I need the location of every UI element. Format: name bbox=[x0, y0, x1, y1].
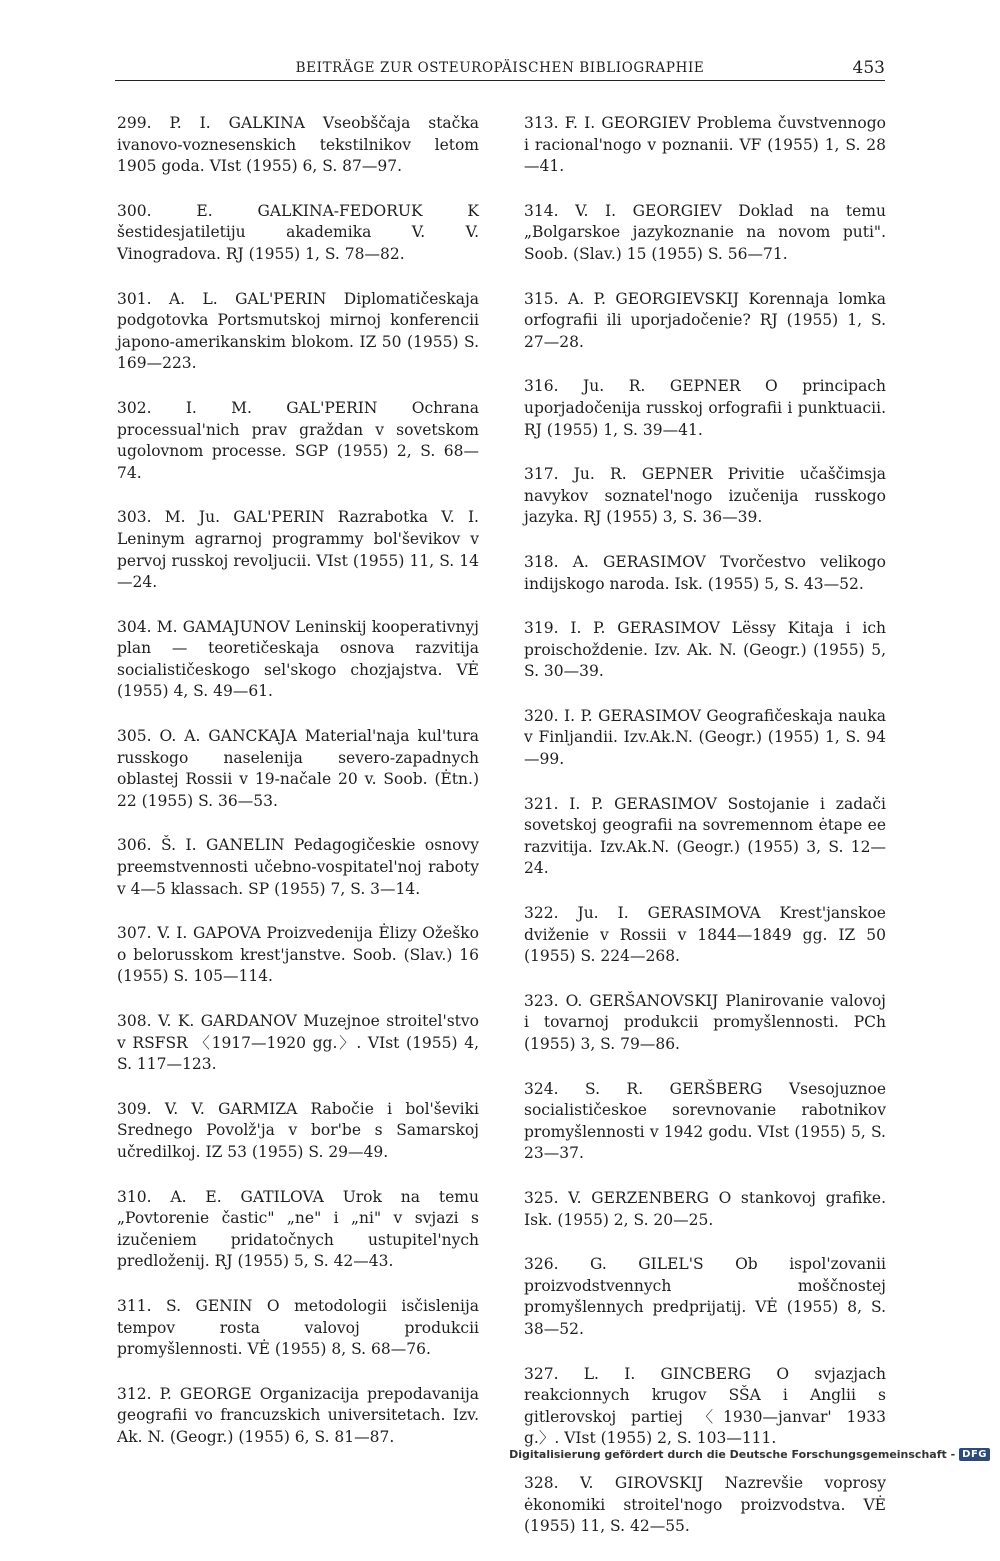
bibliography-entry bbox=[524, 618, 886, 683]
entry-text: V. V. GARMIZA Rabočie i bol'ševiki Srednego Povolž'ja v bor'be s Samarskoj učredilkoj. IZ 53 (1955) S. 29—49. bbox=[117, 1099, 479, 1161]
entry-text: S. GENIN O metodologii isčislenija tempov rosta valovoj produkcii promyšlennosti. VĖ (1955) 8, S. 68—76. bbox=[117, 1296, 479, 1359]
dfg-logo: DFG bbox=[959, 1448, 990, 1461]
left-column bbox=[117, 113, 479, 1472]
entry-text: G. GILEL'S Ob ispol'zovanii proizvodstvennych moščnostej promyšlennych predprijatij. VĖ (1955) 8, S. 38—52. bbox=[524, 1255, 886, 1338]
bibliography-entry bbox=[524, 1188, 886, 1231]
entry-number: 323. bbox=[524, 991, 559, 1010]
entry-number: 328. bbox=[524, 1473, 559, 1492]
entry-text: Ju. R. GEPNER O principach uporjadočenija russkoj orfografii i punktuacii. RJ (1955) 1, S. 39—41. bbox=[524, 377, 886, 439]
entry-number: 311. bbox=[117, 1296, 152, 1315]
bibliography-entry bbox=[524, 903, 886, 968]
digitization-credit bbox=[509, 1446, 990, 1462]
entry-number: 303. bbox=[117, 508, 152, 527]
entry-number: 312. bbox=[117, 1384, 152, 1403]
bibliography-entry bbox=[117, 1099, 479, 1164]
entry-text: F. I. GEORGIEV Problema čuvstvennogo i racional'nogo v poznanii. VF (1955) 1, S. 28—41. bbox=[524, 114, 886, 176]
bibliography-entry bbox=[524, 1079, 886, 1165]
entry-text: A. L. GAL'PERIN Diplomatičeskaja podgotovka Portsmutskoj mirnoj konferencii japono-amerikanskim blokom. IZ 50 (1955) S. 169—223. bbox=[117, 289, 480, 373]
bibliography-entry bbox=[117, 617, 479, 703]
bibliography-entry bbox=[117, 113, 479, 178]
entry-text: O. GERŠANOVSKIJ Planirovanie valovoj i tovarnoj produkcii promyšlennosti. PCh (1955) 3, S. 79—86. bbox=[524, 991, 886, 1053]
bibliography-entry bbox=[117, 289, 479, 375]
entry-text: I. P. GERASIMOV Sostojanie i zadači sovetskoj geografii na sovremennom ėtape ee razvitija. Izv.Ak.N. (Geogr.) (1955) 3, S. 12—24. bbox=[524, 794, 886, 878]
entry-number: 300. bbox=[117, 201, 152, 220]
bibliography-entry bbox=[117, 201, 479, 266]
bibliography-entry bbox=[524, 552, 886, 595]
bibliography-entry bbox=[524, 113, 886, 178]
bibliography-entry bbox=[117, 1011, 479, 1076]
entry-number: 305. bbox=[117, 727, 152, 746]
bibliography-entry bbox=[117, 507, 479, 593]
entry-number: 314. bbox=[524, 201, 559, 220]
entry-number: 310. bbox=[117, 1187, 152, 1206]
bibliography-entry bbox=[117, 398, 479, 484]
entry-text: I. M. GAL'PERIN Ochrana processual'nich prav graždan v sovetskom ugolovnom processe. SGP (1955) 2, S. 68—74. bbox=[117, 398, 479, 482]
entry-text: A. P. GEORGIEVSKIJ Korennaja lomka orfografii ili uporjadočenie? RJ (1955) 1, S. 27—28. bbox=[524, 289, 886, 351]
right-column bbox=[524, 113, 886, 1561]
entry-number: 321. bbox=[524, 794, 559, 813]
entry-text: Ju. R. GEPNER Privitie učaščimsja navykov soznatel'nogo izučenija russkogo jazyka. RJ (1955) 3, S. 36—39. bbox=[524, 465, 886, 527]
entry-number: 326. bbox=[524, 1255, 559, 1274]
entry-text: Š. I. GANELIN Pedagogičeskie osnovy preemstvennosti učebno-vospitatel'noj raboty v 4—5 klassach. SP (1955) 7, S. 3—14. bbox=[117, 836, 480, 898]
bibliography-entry bbox=[524, 991, 886, 1056]
entry-number: 307. bbox=[117, 924, 152, 943]
entry-number: 325. bbox=[524, 1188, 559, 1207]
entry-text: M. GAMAJUNOV Leninskij kooperativnyj plan — teoretičeskaja osnova razvitija socialističeskogo sel'skogo chozjajstva. VĖ (1955) 4, S. 49—61. bbox=[117, 617, 479, 701]
entry-text: Ju. I. GERASIMOVA Krest'janskoe dviženie v Rossii v 1844—1849 gg. IZ 50 (1955) S. 224—268. bbox=[524, 904, 886, 966]
bibliography-entry bbox=[524, 706, 886, 771]
entry-text: O. A. GANCKAJA Material'naja kul'tura russkogo naselenija severo-zapadnych oblastej Rossii v 19-načale 20 v. Soob. (Ėtn.) 22 (1955) S. 36—53. bbox=[117, 727, 480, 810]
bibliography-entry bbox=[524, 1473, 886, 1538]
bibliography-entry bbox=[524, 464, 886, 529]
entry-number: 313. bbox=[524, 114, 559, 132]
entry-text: I. P. GERASIMOV Geografičeskaja nauka v Finljandii. Izv.Ak.N. (Geogr.) (1955) 1, S. 94—99. bbox=[524, 706, 886, 769]
entry-text: M. Ju. GAL'PERIN Razrabotka V. I. Leninym agrarnoj programmy bol'ševikov v pervoj russkoj revoljucii. VIst (1955) 11, S. 14—24. bbox=[117, 508, 479, 592]
entry-number: 308. bbox=[117, 1012, 152, 1030]
page-number: 453 bbox=[852, 58, 885, 78]
entry-number: 316. bbox=[524, 377, 559, 396]
entry-text: V. I. GAPOVA Proizvedenija Ėlizy Ožeško o belorusskom krest'janstve. Soob. (Slav.) 16 (1955) S. 105—114. bbox=[117, 924, 479, 986]
entry-text: A. E. GATILOVA Urok na temu „Povtorenie častic" „ne" i „ni" v svjazi s izučeniem pridatočnych ustupitel'nych predloženij. RJ (1955) 5, S. 42—43. bbox=[117, 1187, 479, 1271]
entry-text: V. K. GARDANOV Muzejnoe stroitel'stvo v RSFSR 〈1917—1920 gg.〉. VIst (1955) 4, S. 117—123. bbox=[117, 1012, 479, 1074]
bibliography-entry bbox=[117, 1296, 479, 1361]
running-head: BEITRÄGE ZUR OSTEUROPÄISCHEN BIBLIOGRAPHIE bbox=[295, 60, 705, 76]
entry-number: 315. bbox=[524, 289, 559, 308]
entry-text: V. GIROVSKIJ Nazrevšie voprosy ėkonomiki stroitel'nogo proizvodstva. VĖ (1955) 11, S. 42—55. bbox=[524, 1473, 886, 1536]
entry-text: P. I. GALKINA Vseobščaja stačka ivanovo-voznesenskich tekstilnikov letom 1905 goda. VIst (1955) 6, S. 87—97. bbox=[117, 114, 479, 176]
entry-number: 304. bbox=[117, 617, 152, 636]
entry-number: 327. bbox=[524, 1364, 559, 1383]
entry-number: 302. bbox=[117, 398, 152, 417]
entry-text: E. GALKINA-FEDORUK K šestidesjatiletiju akademika V. V. Vinogradova. RJ (1955) 1, S. 78—82. bbox=[117, 201, 479, 263]
entry-number: 318. bbox=[524, 552, 559, 571]
entry-number: 301. bbox=[117, 289, 152, 308]
page-header bbox=[115, 58, 885, 81]
bibliography-entry bbox=[524, 201, 886, 266]
bibliography-entry bbox=[117, 1384, 479, 1449]
bibliography-entry bbox=[524, 289, 886, 354]
bibliography-entry bbox=[524, 1254, 886, 1340]
entry-number: 309. bbox=[117, 1099, 152, 1118]
entry-text: S. R. GERŠBERG Vsesojuznoe socialističeskoe sorevnovanie rabotnikov promyšlennosti v 1942 godu. VIst (1955) 5, S. 23—37. bbox=[524, 1079, 886, 1163]
entry-number: 322. bbox=[524, 904, 559, 923]
entry-text: A. GERASIMOV Tvorčestvo velikogo indijskogo naroda. Isk. (1955) 5, S. 43—52. bbox=[524, 552, 886, 593]
entry-number: 324. bbox=[524, 1079, 559, 1098]
entry-number: 319. bbox=[524, 619, 559, 638]
bibliography-entry bbox=[524, 376, 886, 441]
entry-number: 317. bbox=[524, 465, 559, 484]
entry-text: V. I. GEORGIEV Doklad na temu „Bolgarskoe jazykoznanie na novom puti". Soob. (Slav.) 15 (1955) S. 56—71. bbox=[524, 201, 886, 263]
entry-text: L. I. GINCBERG O svjazjach reakcionnych krugov SŠA i Anglii s gitlerovskoj partiej 〈1930—janvar' 1933 g.〉. VIst (1955) 2, S. 103—111. bbox=[524, 1364, 886, 1448]
bibliography-entry bbox=[117, 1187, 479, 1273]
bibliography-entry bbox=[524, 1364, 886, 1450]
entry-number: 299. bbox=[117, 114, 152, 132]
bibliography-entry bbox=[117, 923, 479, 988]
entry-text: I. P. GERASIMOV Lëssy Kitaja i ich proischoždenie. Izv. Ak. N. (Geogr.) (1955) 5, S. 30—39. bbox=[524, 619, 886, 681]
bibliography-entry bbox=[117, 726, 479, 812]
entry-text: P. GEORGE Organizacija prepodavanija geografii vo francuzskich universitetach. Izv. Ak. N. (Geogr.) (1955) 6, S. 81—87. bbox=[117, 1384, 479, 1446]
credit-text: Digitalisierung gefördert durch die Deutsche Forschungsgemeinschaft - bbox=[509, 1447, 956, 1461]
entry-text: V. GERZENBERG O stankovoj grafike. Isk. (1955) 2, S. 20—25. bbox=[524, 1188, 886, 1229]
bibliography-entry bbox=[117, 835, 479, 900]
entry-number: 320. bbox=[524, 706, 559, 725]
bibliography-entry bbox=[524, 794, 886, 880]
entry-number: 306. bbox=[117, 836, 152, 855]
